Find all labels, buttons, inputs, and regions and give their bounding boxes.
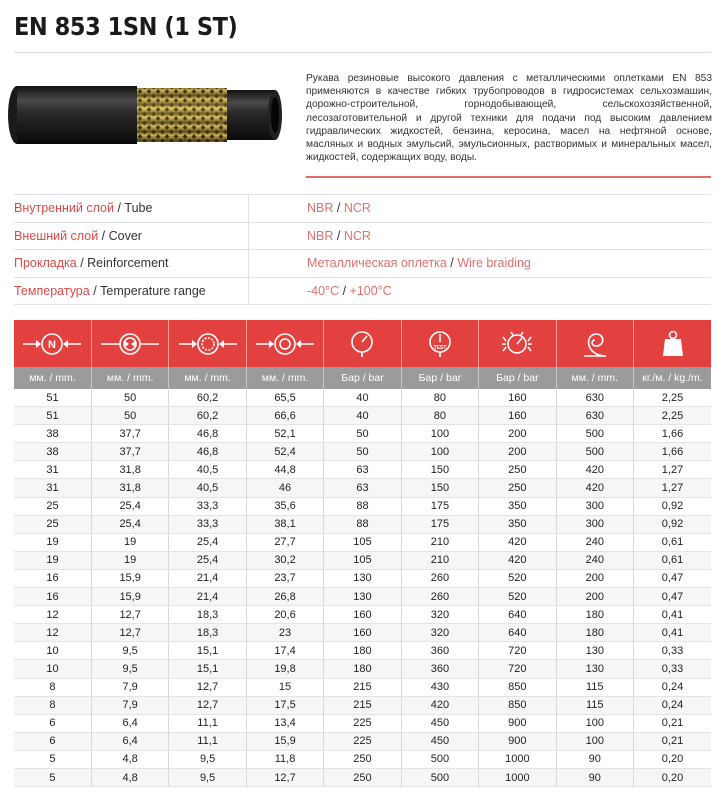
table-cell: 90 bbox=[556, 750, 633, 768]
page-title: EN 853 1SN (1 ST) bbox=[14, 12, 238, 41]
table-cell: 850 bbox=[479, 696, 556, 714]
spec-label-en: Tube bbox=[124, 201, 153, 216]
table-cell: 0,21 bbox=[634, 714, 712, 732]
table-cell: 360 bbox=[401, 660, 478, 678]
table-cell: 17,4 bbox=[246, 642, 323, 660]
table-cell: 4,8 bbox=[91, 768, 168, 786]
table-cell: 23 bbox=[246, 624, 323, 642]
table-cell: 50 bbox=[324, 443, 401, 461]
table-cell: 0,41 bbox=[634, 624, 712, 642]
table-row bbox=[14, 443, 711, 461]
table-cell: 500 bbox=[401, 750, 478, 768]
table-cell: 25,4 bbox=[169, 551, 246, 569]
table-cell: 300 bbox=[556, 497, 633, 515]
table-cell: 35,6 bbox=[246, 497, 323, 515]
table-cell: 40,5 bbox=[169, 461, 246, 479]
table-cell: 4,8 bbox=[91, 750, 168, 768]
spec-value-a: Металлическая оплетка bbox=[307, 256, 447, 271]
table-cell: 100 bbox=[556, 732, 633, 750]
table-cell: 0,61 bbox=[634, 551, 712, 569]
nominal-diameter-icon bbox=[14, 320, 91, 367]
table-cell: 100 bbox=[556, 714, 633, 732]
table-cell: 40 bbox=[324, 389, 401, 407]
table-cell: 350 bbox=[479, 497, 556, 515]
table-cell: 12,7 bbox=[169, 678, 246, 696]
table-row bbox=[14, 407, 711, 425]
table-cell: 15,9 bbox=[246, 732, 323, 750]
spec-row-cover: Внешний слой / Cover NBR / NCR bbox=[14, 223, 711, 251]
table-body bbox=[14, 389, 711, 787]
table-cell: 720 bbox=[479, 642, 556, 660]
table-row bbox=[14, 425, 711, 443]
table-cell: 15,9 bbox=[91, 588, 168, 606]
table-cell: 300 bbox=[556, 515, 633, 533]
description-divider bbox=[306, 176, 711, 178]
table-cell: 16 bbox=[14, 588, 91, 606]
table-cell: 25 bbox=[14, 515, 91, 533]
table-cell: 0,20 bbox=[634, 750, 712, 768]
table-cell: 0,47 bbox=[634, 569, 712, 587]
table-cell: 100 bbox=[401, 443, 478, 461]
table-cell: 160 bbox=[324, 624, 401, 642]
table-cell: 1000 bbox=[479, 750, 556, 768]
table-cell: 9,5 bbox=[169, 768, 246, 786]
spec-label-en: Temperature range bbox=[100, 283, 206, 298]
spec-label-ru: Внутренний слой bbox=[14, 201, 114, 216]
table-cell: 160 bbox=[479, 389, 556, 407]
table-cell: 10 bbox=[14, 660, 91, 678]
table-cell: 25,4 bbox=[91, 515, 168, 533]
table-row bbox=[14, 768, 711, 786]
table-cell: 65,5 bbox=[246, 389, 323, 407]
table-cell: 38 bbox=[14, 425, 91, 443]
table-cell: 200 bbox=[479, 443, 556, 461]
table-row bbox=[14, 678, 711, 696]
table-cell: 25,4 bbox=[91, 497, 168, 515]
dimensions-table bbox=[14, 320, 711, 787]
table-cell: 320 bbox=[401, 624, 478, 642]
spec-value-a: NBR bbox=[307, 201, 334, 216]
table-cell: 15,1 bbox=[169, 642, 246, 660]
table-cell: 250 bbox=[324, 750, 401, 768]
table-cell: 11,1 bbox=[169, 714, 246, 732]
test-pressure-icon bbox=[401, 320, 478, 367]
table-cell: 15,9 bbox=[91, 569, 168, 587]
table-cell: 240 bbox=[556, 551, 633, 569]
table-cell: 105 bbox=[324, 551, 401, 569]
table-cell: 51 bbox=[14, 407, 91, 425]
table-cell: 0,61 bbox=[634, 533, 712, 551]
spec-row-reinforcement: Прокладка / Reinforcement Металлическая оплетка / Wire braiding bbox=[14, 250, 711, 278]
table-row bbox=[14, 389, 711, 407]
table-cell: 720 bbox=[479, 660, 556, 678]
table-cell: 33,3 bbox=[169, 497, 246, 515]
table-cell: 260 bbox=[401, 588, 478, 606]
table-cell: 6 bbox=[14, 732, 91, 750]
table-cell: 200 bbox=[556, 569, 633, 587]
table-cell: 18,3 bbox=[169, 624, 246, 642]
table-cell: 66,6 bbox=[246, 407, 323, 425]
table-row bbox=[14, 660, 711, 678]
table-row bbox=[14, 732, 711, 750]
table-cell: 21,4 bbox=[169, 569, 246, 587]
table-cell: 88 bbox=[324, 497, 401, 515]
unit-label: Бар / bar bbox=[324, 367, 401, 389]
table-cell: 250 bbox=[479, 479, 556, 497]
table-cell: 450 bbox=[401, 732, 478, 750]
table-cell: 15,1 bbox=[169, 660, 246, 678]
table-cell: 215 bbox=[324, 696, 401, 714]
spec-label-ru: Температура bbox=[14, 283, 90, 298]
table-cell: 180 bbox=[556, 606, 633, 624]
table-cell: 6,4 bbox=[91, 732, 168, 750]
table-cell: 9,5 bbox=[91, 660, 168, 678]
table-cell: 420 bbox=[401, 696, 478, 714]
table-cell: 500 bbox=[556, 443, 633, 461]
table-cell: 19,8 bbox=[246, 660, 323, 678]
braid-diameter-icon bbox=[169, 320, 246, 367]
table-cell: 2,25 bbox=[634, 389, 712, 407]
table-row bbox=[14, 497, 711, 515]
table-cell: 7,9 bbox=[91, 696, 168, 714]
table-cell: 19 bbox=[91, 551, 168, 569]
icon-header-row bbox=[14, 320, 711, 367]
table-cell: 11,1 bbox=[169, 732, 246, 750]
table-cell: 52,1 bbox=[246, 425, 323, 443]
spec-label-ru: Прокладка bbox=[14, 256, 77, 271]
spec-label-ru: Внешний слой bbox=[14, 228, 99, 243]
unit-label: мм. / mm. bbox=[14, 367, 91, 389]
table-cell: 520 bbox=[479, 588, 556, 606]
table-cell: 13,4 bbox=[246, 714, 323, 732]
table-cell: 250 bbox=[479, 461, 556, 479]
table-cell: 30,2 bbox=[246, 551, 323, 569]
table-cell: 180 bbox=[556, 624, 633, 642]
table-cell: 7,9 bbox=[91, 678, 168, 696]
weight-icon bbox=[634, 320, 712, 367]
table-cell: 500 bbox=[556, 425, 633, 443]
table-cell: 900 bbox=[479, 714, 556, 732]
table-cell: 250 bbox=[324, 768, 401, 786]
table-cell: 10 bbox=[14, 642, 91, 660]
table-cell: 200 bbox=[556, 588, 633, 606]
table-cell: 115 bbox=[556, 696, 633, 714]
table-cell: 52,4 bbox=[246, 443, 323, 461]
table-cell: 215 bbox=[324, 678, 401, 696]
table-cell: 63 bbox=[324, 461, 401, 479]
table-cell: 46 bbox=[246, 479, 323, 497]
table-cell: 200 bbox=[479, 425, 556, 443]
spec-value-b: NCR bbox=[343, 201, 371, 216]
table-cell: 37,7 bbox=[91, 425, 168, 443]
table-cell: 46,8 bbox=[169, 425, 246, 443]
table-cell: 1000 bbox=[479, 768, 556, 786]
table-cell: 105 bbox=[324, 533, 401, 551]
unit-label: Бар / bar bbox=[401, 367, 478, 389]
spec-value-a: NBR bbox=[307, 228, 334, 243]
table-cell: 450 bbox=[401, 714, 478, 732]
unit-header-row bbox=[14, 367, 711, 389]
table-row bbox=[14, 551, 711, 569]
table-cell: 850 bbox=[479, 678, 556, 696]
table-cell: 0,92 bbox=[634, 497, 712, 515]
table-cell: 1,66 bbox=[634, 443, 712, 461]
table-cell: 8 bbox=[14, 678, 91, 696]
table-cell: 60,2 bbox=[169, 389, 246, 407]
table-cell: 12,7 bbox=[91, 624, 168, 642]
table-cell: 180 bbox=[324, 660, 401, 678]
svg-text:TEST: TEST bbox=[433, 344, 447, 351]
specs-table bbox=[14, 194, 711, 305]
table-cell: 25 bbox=[14, 497, 91, 515]
table-cell: 5 bbox=[14, 750, 91, 768]
table-cell: 31,8 bbox=[91, 461, 168, 479]
unit-label: мм. / mm. bbox=[91, 367, 168, 389]
table-cell: 8 bbox=[14, 696, 91, 714]
table-row bbox=[14, 750, 711, 768]
table-cell: 6 bbox=[14, 714, 91, 732]
table-cell: 40 bbox=[324, 407, 401, 425]
table-cell: 640 bbox=[479, 606, 556, 624]
table-cell: 21,4 bbox=[169, 588, 246, 606]
table-cell: 360 bbox=[401, 642, 478, 660]
table-cell: 50 bbox=[91, 389, 168, 407]
table-row bbox=[14, 515, 711, 533]
burst-pressure-icon bbox=[479, 320, 556, 367]
table-cell: 38 bbox=[14, 443, 91, 461]
table-cell: 630 bbox=[556, 389, 633, 407]
unit-label: Бар / bar bbox=[479, 367, 556, 389]
table-cell: 19 bbox=[14, 533, 91, 551]
table-row bbox=[14, 479, 711, 497]
table-cell: 900 bbox=[479, 732, 556, 750]
table-cell: 23,7 bbox=[246, 569, 323, 587]
table-cell: 1,66 bbox=[634, 425, 712, 443]
table-cell: 27,7 bbox=[246, 533, 323, 551]
table-cell: 430 bbox=[401, 678, 478, 696]
table-cell: 18,3 bbox=[169, 606, 246, 624]
table-cell: 0,24 bbox=[634, 696, 712, 714]
table-cell: 40,5 bbox=[169, 479, 246, 497]
table-cell: 31,8 bbox=[91, 479, 168, 497]
table-cell: 320 bbox=[401, 606, 478, 624]
spec-label-en: Reinforcement bbox=[87, 256, 169, 271]
table-cell: 225 bbox=[324, 714, 401, 732]
table-cell: 9,5 bbox=[169, 750, 246, 768]
table-row bbox=[14, 714, 711, 732]
table-cell: 210 bbox=[401, 551, 478, 569]
table-cell: 420 bbox=[479, 533, 556, 551]
table-cell: 240 bbox=[556, 533, 633, 551]
spec-value-a: -40°C bbox=[307, 283, 340, 298]
table-row bbox=[14, 696, 711, 714]
table-cell: 60,2 bbox=[169, 407, 246, 425]
svg-text:N: N bbox=[48, 338, 57, 351]
table-cell: 420 bbox=[479, 551, 556, 569]
table-row bbox=[14, 533, 711, 551]
table-cell: 88 bbox=[324, 515, 401, 533]
unit-label: мм. / mm. bbox=[246, 367, 323, 389]
working-pressure-icon bbox=[324, 320, 401, 367]
table-cell: 130 bbox=[556, 660, 633, 678]
outer-diameter-icon bbox=[246, 320, 323, 367]
unit-label: мм. / mm. bbox=[169, 367, 246, 389]
table-cell: 12,7 bbox=[169, 696, 246, 714]
table-cell: 51 bbox=[14, 389, 91, 407]
table-cell: 50 bbox=[91, 407, 168, 425]
table-cell: 90 bbox=[556, 768, 633, 786]
table-cell: 130 bbox=[324, 569, 401, 587]
unit-label: кг./м. / kg./m. bbox=[634, 367, 712, 389]
unit-label: мм. / mm. bbox=[556, 367, 633, 389]
table-cell: 12 bbox=[14, 606, 91, 624]
table-cell: 50 bbox=[324, 425, 401, 443]
table-cell: 0,47 bbox=[634, 588, 712, 606]
table-cell: 130 bbox=[556, 642, 633, 660]
table-cell: 2,25 bbox=[634, 407, 712, 425]
table-cell: 640 bbox=[479, 624, 556, 642]
table-cell: 11,8 bbox=[246, 750, 323, 768]
table-cell: 6,4 bbox=[91, 714, 168, 732]
table-cell: 115 bbox=[556, 678, 633, 696]
table-cell: 26,8 bbox=[246, 588, 323, 606]
table-cell: 420 bbox=[556, 461, 633, 479]
table-cell: 37,7 bbox=[91, 443, 168, 461]
table-cell: 0,24 bbox=[634, 678, 712, 696]
hose-image bbox=[5, 78, 290, 153]
table-cell: 63 bbox=[324, 479, 401, 497]
table-cell: 19 bbox=[91, 533, 168, 551]
table-cell: 16 bbox=[14, 569, 91, 587]
table-row bbox=[14, 588, 711, 606]
spec-value-b: NCR bbox=[343, 228, 371, 243]
table-cell: 80 bbox=[401, 407, 478, 425]
table-cell: 17,5 bbox=[246, 696, 323, 714]
table-cell: 12,7 bbox=[246, 768, 323, 786]
table-cell: 12,7 bbox=[91, 606, 168, 624]
table-cell: 160 bbox=[324, 606, 401, 624]
spec-value-b: Wire braiding bbox=[457, 256, 531, 271]
table-cell: 1,27 bbox=[634, 461, 712, 479]
table-cell: 350 bbox=[479, 515, 556, 533]
product-description: Рукава резиновые высокого давления с металлическими оплетками EN 853 применяются в качестве гибких трубопроводов в гидросистемах сельхозмашин, дорожно-строительной, горнодобывающей, сельскохозяйственной, лесозаготовительной и другой техники для подачи под высоким давлением гидравлических жидкостей, бензина, керосина, масел на нефтяной основе, масляных и водных эмульсий, эмульсионных, растворимых и минеральных масел, жидкостей, содержащих воду, воды. bbox=[306, 73, 712, 164]
table-cell: 5 bbox=[14, 768, 91, 786]
spec-row-temperature: Температура / Temperature range -40°C / +100°C bbox=[14, 278, 711, 306]
table-cell: 630 bbox=[556, 407, 633, 425]
table-cell: 19 bbox=[14, 551, 91, 569]
table-cell: 25,4 bbox=[169, 533, 246, 551]
spec-label-en: Cover bbox=[108, 228, 142, 243]
table-cell: 31 bbox=[14, 461, 91, 479]
table-cell: 210 bbox=[401, 533, 478, 551]
table-cell: 0,21 bbox=[634, 732, 712, 750]
table-cell: 20,6 bbox=[246, 606, 323, 624]
table-cell: 9,5 bbox=[91, 642, 168, 660]
table-cell: 225 bbox=[324, 732, 401, 750]
table-cell: 130 bbox=[324, 588, 401, 606]
spec-value-b: +100°C bbox=[349, 283, 392, 298]
table-row bbox=[14, 569, 711, 587]
table-cell: 0,41 bbox=[634, 606, 712, 624]
table-row bbox=[14, 642, 711, 660]
table-cell: 520 bbox=[479, 569, 556, 587]
table-cell: 46,8 bbox=[169, 443, 246, 461]
table-cell: 38,1 bbox=[246, 515, 323, 533]
table-cell: 150 bbox=[401, 479, 478, 497]
table-cell: 175 bbox=[401, 515, 478, 533]
table-cell: 1,27 bbox=[634, 479, 712, 497]
table-row bbox=[14, 624, 711, 642]
table-row bbox=[14, 461, 711, 479]
table-cell: 100 bbox=[401, 425, 478, 443]
table-cell: 0,20 bbox=[634, 768, 712, 786]
table-cell: 0,33 bbox=[634, 660, 712, 678]
table-cell: 12 bbox=[14, 624, 91, 642]
table-cell: 15 bbox=[246, 678, 323, 696]
table-cell: 31 bbox=[14, 479, 91, 497]
bend-radius-icon bbox=[556, 320, 633, 367]
table-cell: 500 bbox=[401, 768, 478, 786]
table-cell: 33,3 bbox=[169, 515, 246, 533]
table-cell: 80 bbox=[401, 389, 478, 407]
table-cell: 260 bbox=[401, 569, 478, 587]
spec-row-tube: Внутренний слой / Tube NBR / NCR bbox=[14, 194, 711, 223]
table-cell: 175 bbox=[401, 497, 478, 515]
table-row bbox=[14, 606, 711, 624]
table-cell: 180 bbox=[324, 642, 401, 660]
table-cell: 0,92 bbox=[634, 515, 712, 533]
table-cell: 44,8 bbox=[246, 461, 323, 479]
title-divider bbox=[14, 52, 711, 53]
table-cell: 0,33 bbox=[634, 642, 712, 660]
table-cell: 420 bbox=[556, 479, 633, 497]
table-cell: 150 bbox=[401, 461, 478, 479]
inner-diameter-icon bbox=[91, 320, 168, 367]
table-cell: 160 bbox=[479, 407, 556, 425]
